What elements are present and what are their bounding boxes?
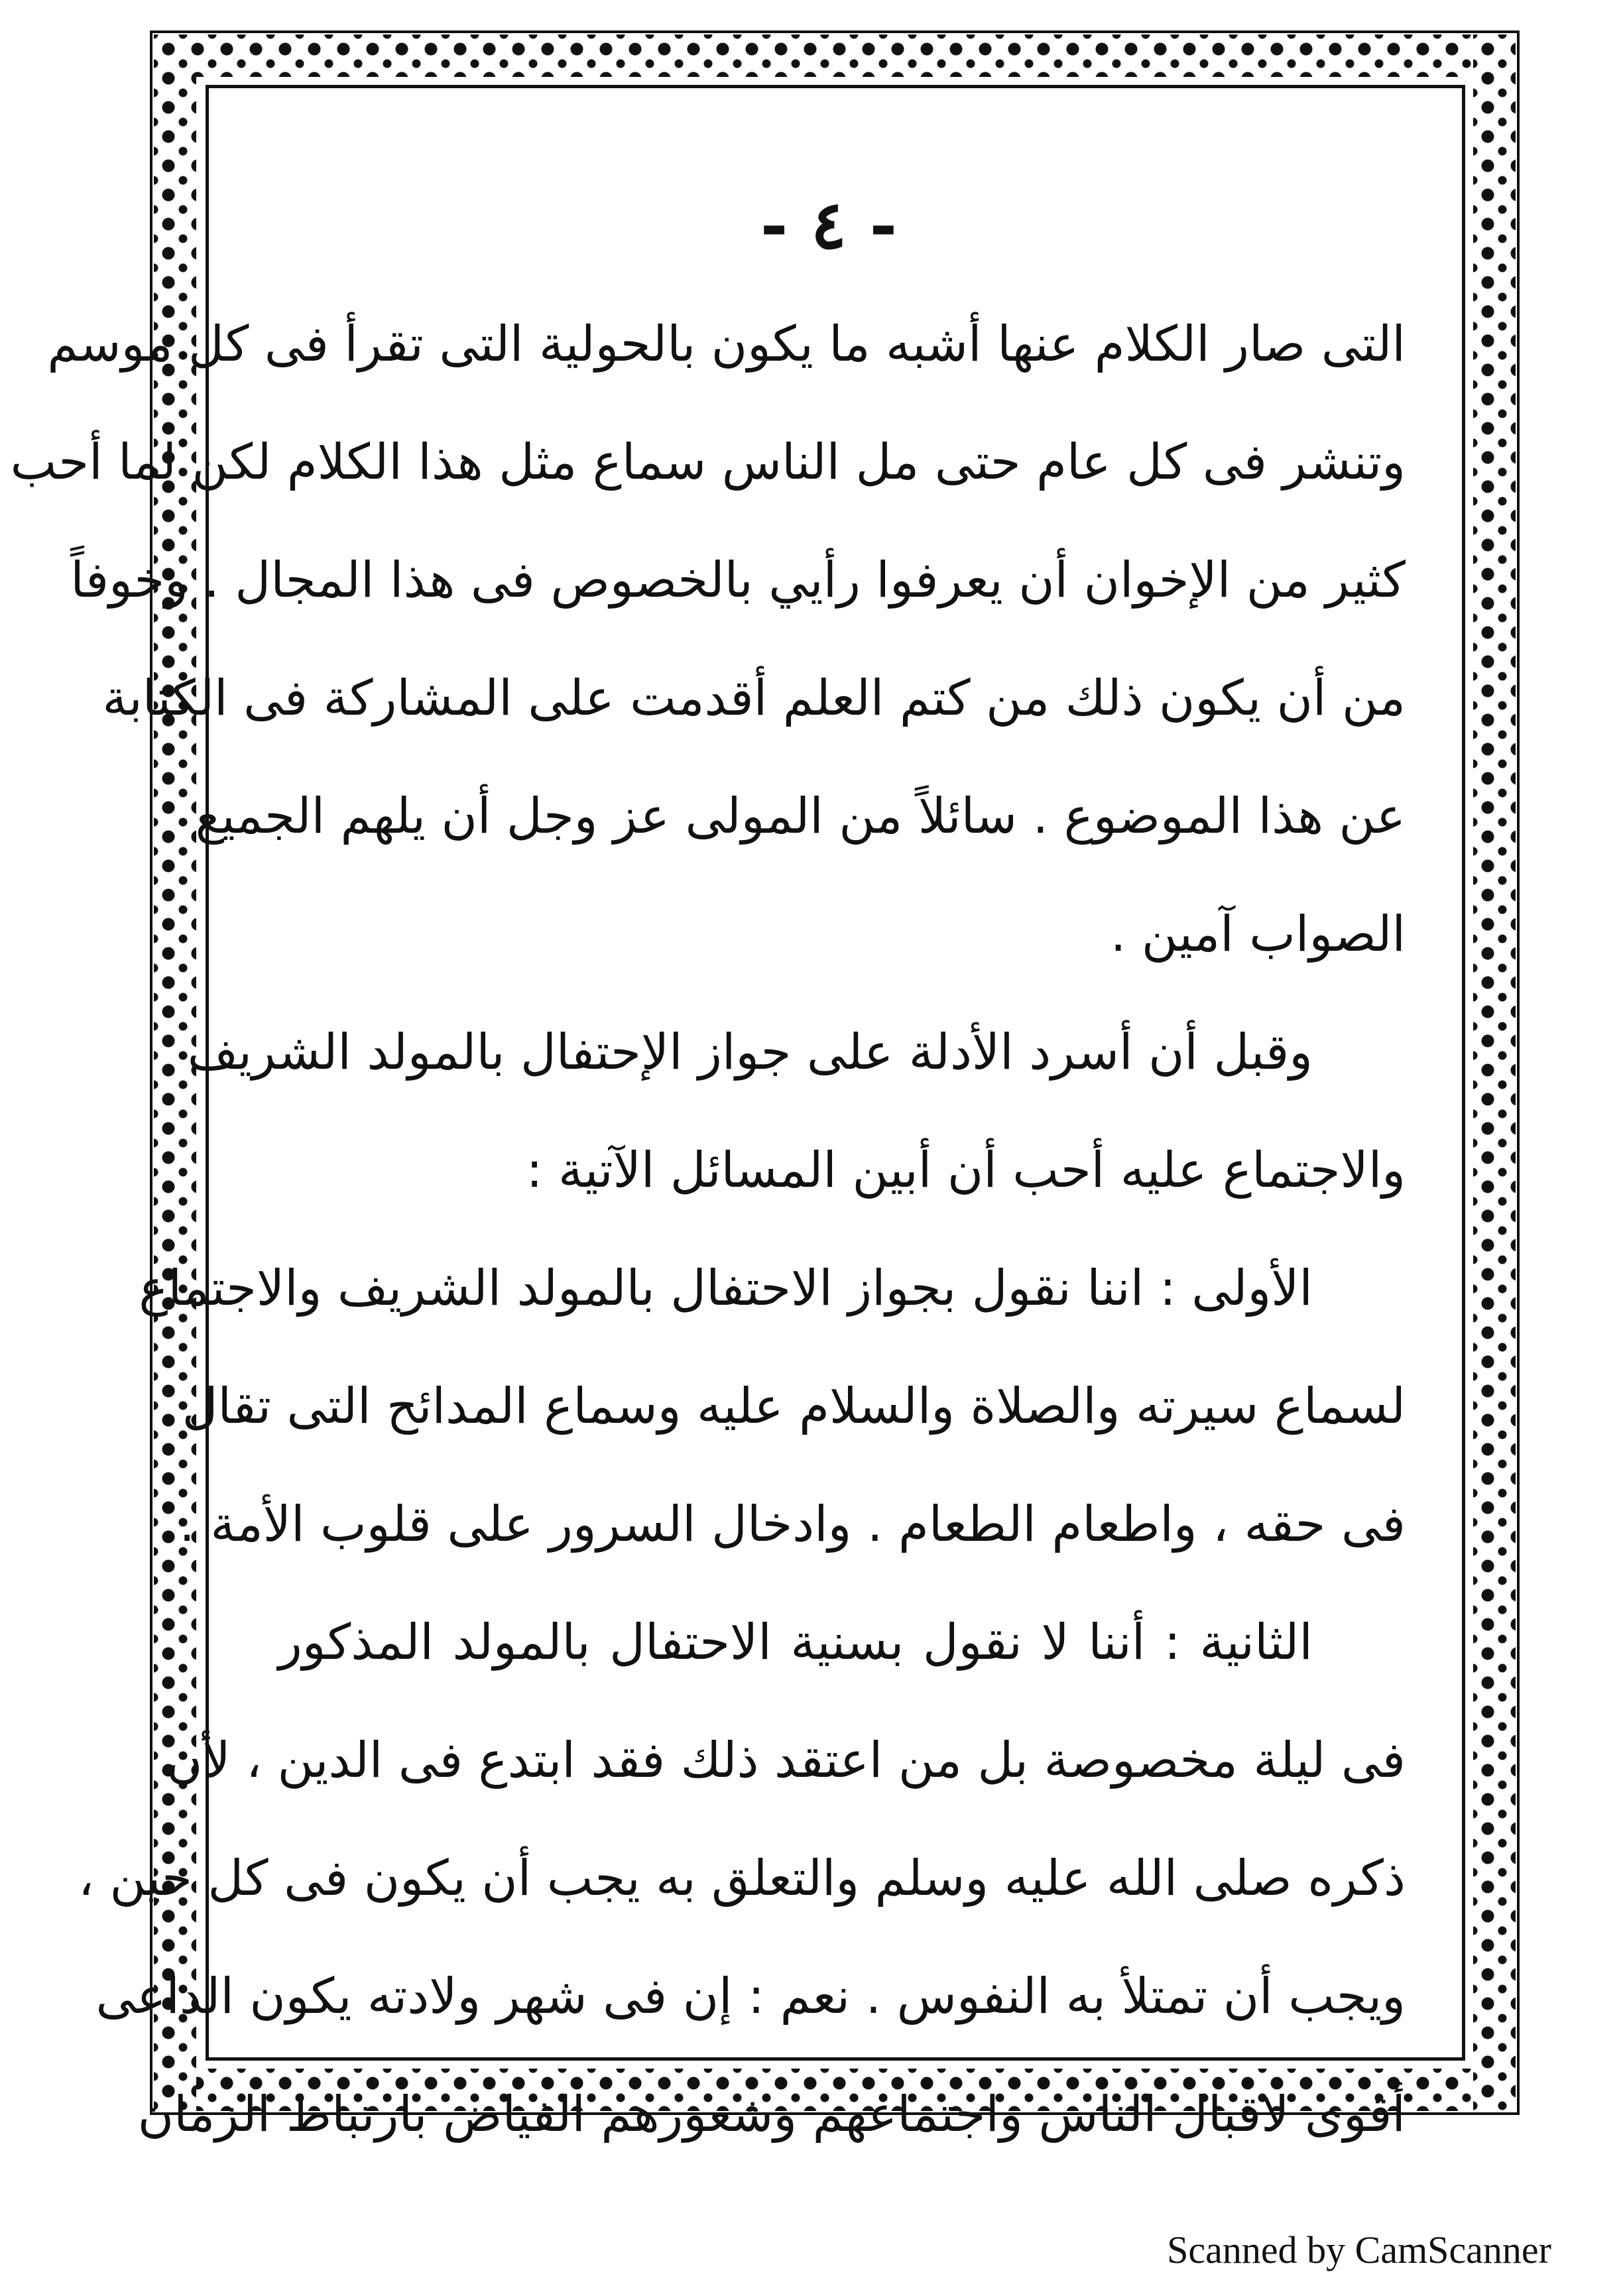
text-line: الصواب آمين . <box>1110 906 1406 963</box>
text-line: وتنشر فى كل عام حتى مل الناس سماع مثل هذا الكلام لكن لما أحب <box>10 434 1406 491</box>
text-line: أقوى لاقبال الناس واجتماعهم وشعورهم الفياض بارتباط الزمان <box>137 2086 1406 2143</box>
page-number: - ٤ - <box>760 186 898 264</box>
text-line: فى حقه ، واطعام الطعام . وادخال السرور على قلوب الأمة . <box>179 1496 1406 1553</box>
body-text <box>10 285 1406 2173</box>
text-line: وقبل أن أسرد الأدلة على جواز الإحتفال بالمولد الشريف <box>187 1024 1313 1081</box>
text-line: الثانية : أننا لا نقول بسنية الاحتفال بالمولد المذكور <box>278 1614 1313 1671</box>
text-line: والاجتماع عليه أحب أن أبين المسائل الآتية : <box>526 1142 1406 1199</box>
text-line: ويجب أن تمتلأ به النفوس . نعم : إن فى شهر ولادته يكون الداعى <box>95 1968 1406 2025</box>
text-line: لسماع سيرته والصلاة والسلام عليه وسماع المدائح التى تقال <box>182 1378 1406 1435</box>
text-line: عن هذا الموضوع . سائلاً من المولى عز وجل أن يلهم الجميع <box>195 788 1406 845</box>
text-line: من أن يكون ذلك من كتم العلم أقدمت على المشاركة فى الكتابة <box>102 670 1406 727</box>
text-line: كثير من الإخوان أن يعرفوا رأيي بالخصوص فى هذا المجال . وخوفاً <box>70 552 1406 609</box>
ornamental-border-top <box>154 34 1516 77</box>
text-line: الأولى : اننا نقول بجواز الاحتفال بالمولد الشريف والاجتماع <box>139 1260 1313 1317</box>
text-line: فى ليلة مخصوصة بل من اعتقد ذلك فقد ابتدع فى الدين ، لأن <box>166 1732 1406 1789</box>
text-line: ذكره صلى الله عليه وسلم والتعلق به يجب أن يكون فى كل حين ، <box>78 1850 1406 1907</box>
text-line: التى صار الكلام عنها أشبه ما يكون بالحولية التى تقرأ فى كل موسم <box>47 316 1406 373</box>
ornamental-border-right <box>1473 34 1516 2111</box>
scanner-credit: Scanned by CamScanner <box>1167 2228 1551 2271</box>
